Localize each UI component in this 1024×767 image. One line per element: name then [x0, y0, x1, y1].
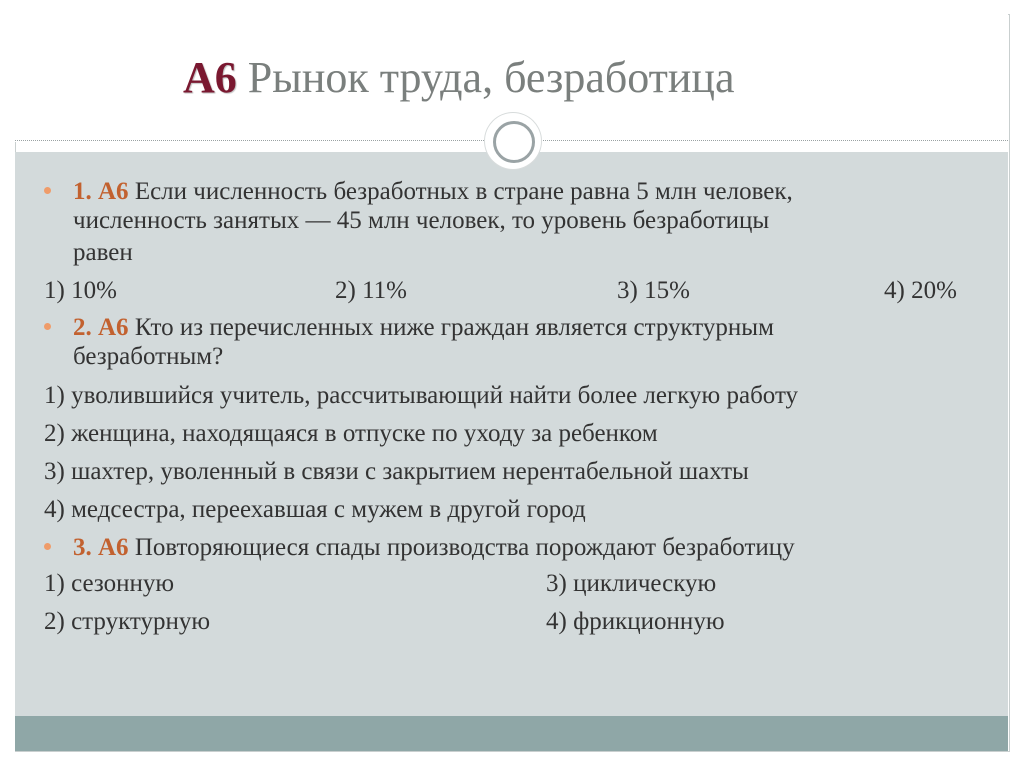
dot-bullet-icon	[44, 187, 51, 194]
title-code: A6	[183, 53, 237, 102]
question-2-text-1: Кто из перечисленных ниже граждан является структурным	[134, 314, 774, 341]
question-2-line-2: безработным?	[73, 343, 224, 370]
question-2-number: 2. А6	[73, 314, 129, 341]
question-1-option-4: 4) 20%	[884, 277, 957, 304]
dot-bullet-icon	[44, 323, 51, 330]
question-2-option-2: 2) женщина, находящаяся в отпуске по уходу за ребенком	[44, 420, 658, 447]
question-3-option-1: 1) сезонную	[44, 570, 175, 597]
question-1-option-3: 3) 15%	[617, 277, 690, 304]
question-1-option-1: 1) 10%	[44, 277, 117, 304]
question-2-option-3: 3) шахтер, уволенный в связи с закрытием нерентабельной шахты	[44, 458, 749, 485]
question-3-number: 3. А6	[73, 534, 129, 561]
question-2-option-4: 4) медсестра, переехавшая с мужем в другой город	[44, 496, 586, 523]
question-1-option-2: 2) 11%	[335, 277, 407, 304]
question-1-line-1	[73, 177, 793, 207]
question-3-option-4: 4) фрикционную	[546, 608, 725, 635]
title-text: Рынок труда, безработица	[247, 53, 735, 102]
question-1-text-1: Если численность безработных в стране равна 5 млн человек,	[134, 178, 793, 205]
circle-ring-icon	[485, 113, 541, 169]
question-2-option-1: 1) уволившийся учитель, рассчитывающий найти более легкую работу	[44, 382, 799, 409]
question-1-number: 1. А6	[73, 178, 129, 205]
circle-ring-inner	[493, 121, 535, 163]
slide-title	[183, 50, 735, 106]
footer-bar	[15, 716, 1008, 751]
dot-bullet-icon	[44, 543, 51, 550]
question-3-option-2: 2) структурную	[44, 608, 211, 635]
question-1-line-2: численность занятых — 45 млн человек, то уровень безработицы	[73, 207, 770, 234]
question-3-option-3: 3) циклическую	[546, 570, 717, 597]
question-3-text-1: Повторяющиеся спады производства порождают безработицу	[134, 534, 795, 561]
question-2-line-1	[73, 313, 774, 343]
question-1-line-3: равен	[73, 239, 133, 266]
question-3-line-1	[73, 533, 795, 563]
